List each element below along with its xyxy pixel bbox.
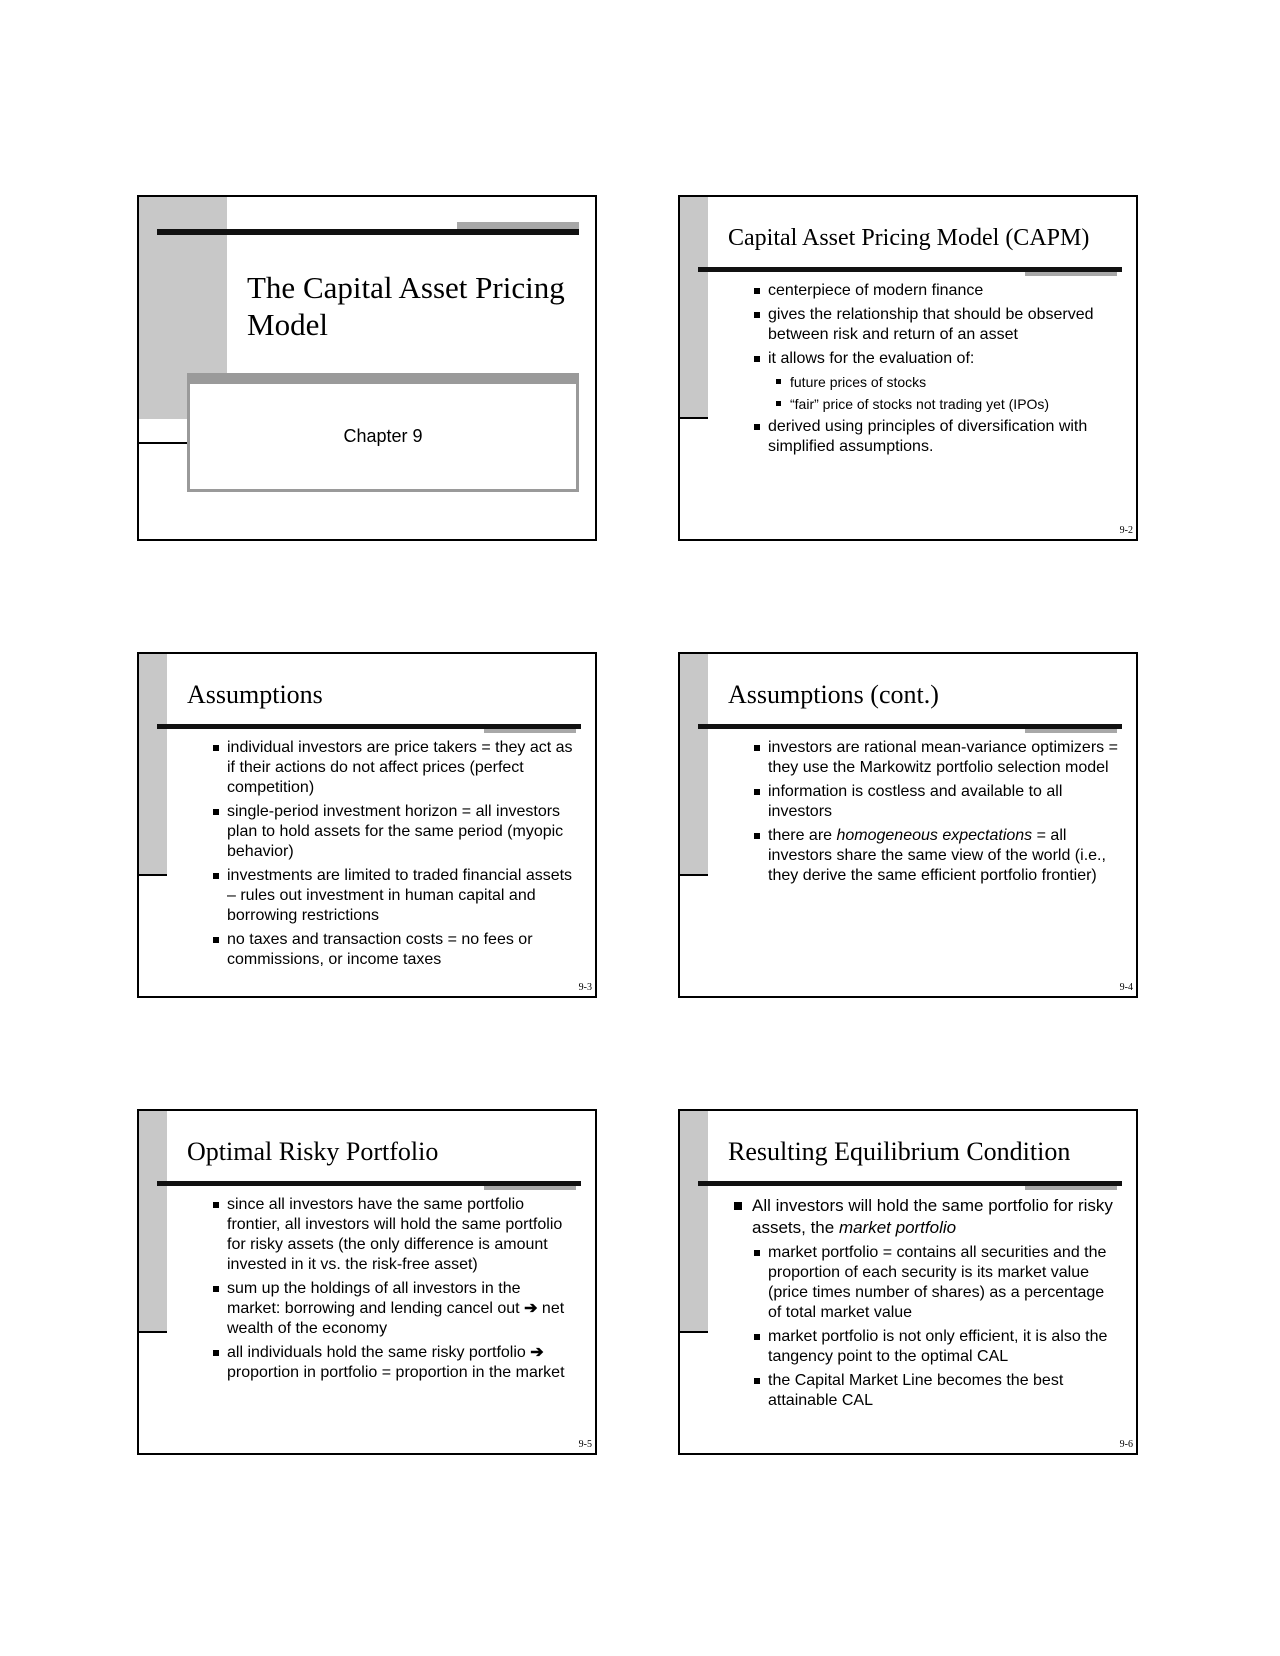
sidebar-tick xyxy=(680,417,708,419)
bullet-text: sum up the holdings of all investors in the market: borrowing and lending cancel out xyxy=(227,1280,525,1317)
slide-sidebar xyxy=(680,197,708,419)
page-number: 9-4 xyxy=(1119,982,1133,993)
slide-sidebar xyxy=(680,654,708,876)
page-number: 9-2 xyxy=(1119,525,1133,536)
bullet-item: since all investors have the same portfolio frontier, all investors will hold the same portfolio for risky assets (the only difference is amount invested in it vs. the risk-free asset) xyxy=(213,1195,577,1275)
bullet-list xyxy=(754,738,1118,890)
title-rule xyxy=(698,724,1122,729)
title-rule xyxy=(698,267,1122,272)
page-number: 9-3 xyxy=(578,982,592,993)
bullet-list xyxy=(213,738,577,974)
bullet-text: there are xyxy=(768,827,837,844)
slide-1 xyxy=(137,195,597,541)
bullet-item: individual investors are price takers = they act as if their actions do not affect prices (perfect competition) xyxy=(213,738,577,798)
bullet-item: market portfolio = contains all securities and the proportion of each security is its market value (price times number of shares) as a percentage of total market value xyxy=(754,1243,1118,1323)
slide-6 xyxy=(678,1109,1138,1455)
slide-subtitle: Chapter 9 xyxy=(343,426,423,446)
bullet-item: it allows for the evaluation of: xyxy=(754,349,1118,369)
slide-title: Capital Asset Pricing Model (CAPM) xyxy=(728,225,1090,251)
slide-title: Assumptions xyxy=(187,680,323,709)
bullet-item: market portfolio is not only efficient, it is also the tangency point to the optimal CAL xyxy=(754,1327,1118,1367)
sidebar-tick xyxy=(680,1331,708,1333)
slide-sidebar xyxy=(139,654,167,876)
title-rule xyxy=(157,229,579,235)
title-rule xyxy=(698,1181,1122,1186)
bullet-list xyxy=(754,281,1118,461)
bullet-text: net wealth of the economy xyxy=(227,1300,565,1337)
slide-3 xyxy=(137,652,597,998)
slide-5 xyxy=(137,1109,597,1455)
bullet-item: derived using principles of diversification with simplified assumptions. xyxy=(754,417,1118,457)
arrow-icon: ➔ xyxy=(524,1300,538,1317)
page-number: 9-5 xyxy=(578,1439,592,1450)
bullet-item: no taxes and transaction costs = no fees or commissions, or income taxes xyxy=(213,930,577,970)
bullet-item: gives the relationship that should be observed between risk and return of an asset xyxy=(754,305,1118,345)
bullet-text: All investors will hold the same portfolio for risky assets, the xyxy=(752,1196,1113,1237)
sub-bullet-item: future prices of stocks xyxy=(776,373,1118,391)
bullet-list xyxy=(213,1195,577,1387)
emphasis-text: market portfolio xyxy=(838,1218,957,1237)
subtitle-box xyxy=(187,373,579,492)
bullet-text: all individuals hold the same risky portfolio xyxy=(227,1344,531,1361)
bullet-item xyxy=(734,1195,1118,1239)
bullet-item xyxy=(213,1279,577,1339)
bullet-item: single-period investment horizon = all investors plan to hold assets for the same period (myopic behavior) xyxy=(213,802,577,862)
slide-title: Optimal Risky Portfolio xyxy=(187,1137,439,1166)
sidebar-tick xyxy=(139,874,167,876)
bullet-item xyxy=(754,826,1118,886)
slide-title: Resulting Equilibrium Condition xyxy=(728,1137,1071,1166)
arrow-icon: ➔ xyxy=(530,1344,544,1361)
sidebar-tick xyxy=(680,874,708,876)
bullet-item: information is costless and available to all investors xyxy=(754,782,1118,822)
slide-4 xyxy=(678,652,1138,998)
slide-title: The Capital Asset Pricing Model xyxy=(247,270,565,342)
bullet-item xyxy=(213,1343,577,1383)
sub-bullet-item: “fair” price of stocks not trading yet (IPOs) xyxy=(776,395,1118,413)
bullet-item: investors are rational mean-variance optimizers = they use the Markowitz portfolio selection model xyxy=(754,738,1118,778)
slide-sidebar xyxy=(139,1111,167,1333)
bullet-item: centerpiece of modern finance xyxy=(754,281,1118,301)
title-rule xyxy=(157,1181,581,1186)
slide-2 xyxy=(678,195,1138,541)
sidebar-tick xyxy=(139,442,189,444)
title-rule xyxy=(157,724,581,729)
bullet-item: investments are limited to traded financial assets – rules out investment in human capital and borrowing restrictions xyxy=(213,866,577,926)
sidebar-tick xyxy=(139,1331,167,1333)
slide-title: Assumptions (cont.) xyxy=(728,680,939,709)
emphasis-text: homogeneous expectations xyxy=(836,827,1033,844)
bullet-text: = all investors share the same view of the world (i.e., they derive the same efficient portfolio frontier) xyxy=(768,827,1106,884)
page-number: 9-6 xyxy=(1119,1439,1133,1450)
slide-sidebar xyxy=(680,1111,708,1333)
bullet-text: proportion in portfolio = proportion in the market xyxy=(227,1364,565,1381)
bullet-item: the Capital Market Line becomes the best attainable CAL xyxy=(754,1371,1118,1411)
bullet-list xyxy=(754,1195,1118,1415)
